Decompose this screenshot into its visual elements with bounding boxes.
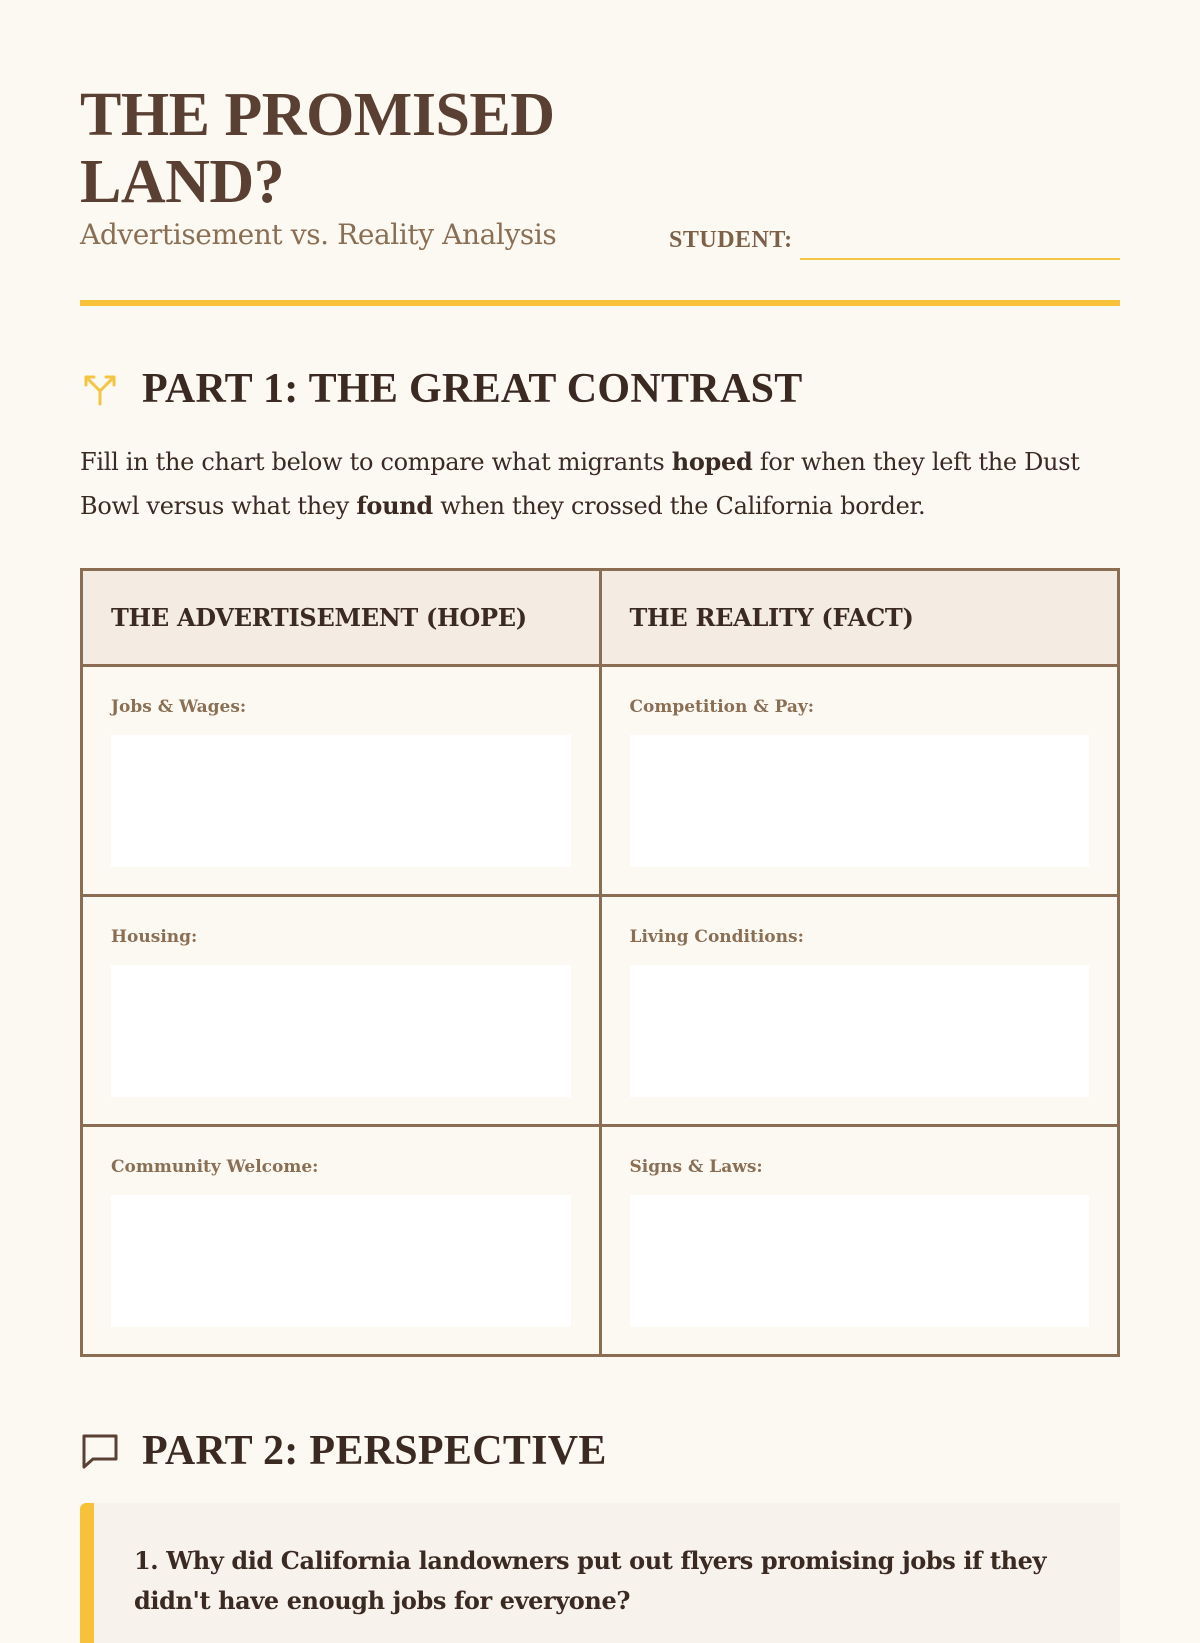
part1-title: PART 1: THE GREAT CONTRAST (142, 366, 803, 412)
header-divider (80, 300, 1120, 306)
part1-instructions: Fill in the chart below to compare what migrants hoped for when they left the Dust Bowl versus what they found when they crossed the California border. (80, 447, 1080, 520)
chart-cell (82, 666, 601, 896)
chart-row (82, 896, 1119, 1126)
answer-box-living-conditions[interactable] (630, 965, 1090, 1097)
chart-cell (82, 896, 601, 1126)
chart-row (82, 666, 1119, 896)
page-title (80, 82, 600, 216)
student-name-field[interactable] (800, 258, 1120, 260)
part2-title: PART 2: PERSPECTIVE (142, 1428, 607, 1474)
chart-cell (600, 896, 1119, 1126)
speech-bubble-icon (80, 1431, 120, 1471)
part2-heading (80, 1426, 1120, 1476)
answer-box-housing[interactable] (111, 965, 571, 1097)
cell-label-jobs-wages: Jobs & Wages: (111, 697, 247, 717)
chart-row (82, 1126, 1119, 1356)
title-line-1: THE PROMISED (80, 81, 555, 149)
chart-header-advertisement: THE ADVERTISEMENT (HOPE) (82, 570, 601, 666)
split-arrow-icon (80, 369, 120, 409)
answer-box-competition-pay[interactable] (630, 735, 1090, 867)
chart-cell (82, 1126, 601, 1356)
answer-box-signs-laws[interactable] (630, 1195, 1090, 1327)
chart-cell (600, 666, 1119, 896)
title-line-2: LAND? (80, 148, 285, 216)
chart-header-reality: THE REALITY (FACT) (600, 570, 1119, 666)
student-label: STUDENT: (669, 227, 793, 253)
comparison-chart (80, 568, 1120, 1357)
answer-box-jobs-wages[interactable] (111, 735, 571, 867)
cell-label-competition-pay: Competition & Pay: (629, 697, 815, 717)
question-card (80, 1503, 1120, 1643)
answer-box-community-welcome[interactable] (111, 1195, 571, 1327)
cell-label-community-welcome: Community Welcome: (111, 1157, 319, 1177)
cell-label-signs-laws: Signs & Laws: (629, 1157, 763, 1177)
question-1-text: 1. Why did California landowners put out flyers promising jobs if they didn't have enough jobs for everyone? (134, 1546, 1047, 1615)
page-subtitle: Advertisement vs. Reality Analysis (80, 218, 557, 251)
cell-label-housing: Housing: (111, 927, 198, 947)
part1-heading (80, 364, 1120, 414)
cell-label-living-conditions: Living Conditions: (629, 927, 804, 947)
chart-cell (600, 1126, 1119, 1356)
